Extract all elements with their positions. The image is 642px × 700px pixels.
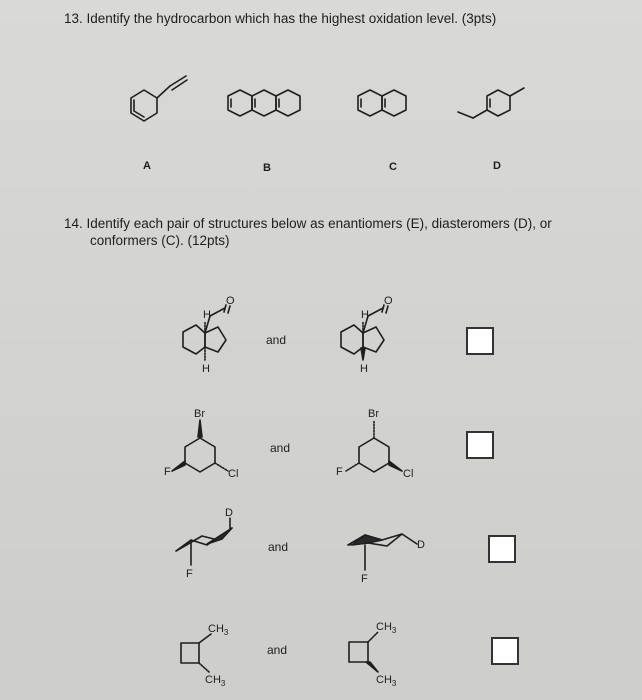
pair2-right-structure [346, 420, 402, 472]
label-h: H [203, 309, 211, 321]
structure-d-substituted-ring [458, 88, 524, 118]
label-h: H [361, 309, 369, 321]
question-13-title: 13. Identify the hydrocarbon which has the highest oxidation level. (3pts) [64, 11, 497, 26]
option-a-label: A [143, 160, 151, 172]
label-f: F [164, 466, 171, 478]
label-h: H [360, 363, 368, 375]
structure-c-bicyclic [358, 90, 406, 116]
question-14-line2: conformers (C). (12pts) [90, 233, 230, 248]
pair3-answer-box[interactable] [488, 535, 516, 563]
option-c-label: C [389, 161, 397, 173]
option-d-label: D [493, 160, 501, 172]
pair4-right-cyclobutane [349, 632, 378, 672]
label-cl: Cl [403, 468, 414, 480]
question-14-line1: 14. Identify each pair of structures below as enantiomers (E), diasteromers (D), or [64, 216, 552, 231]
label-f: F [336, 466, 343, 478]
pair1-and-label: and [266, 333, 287, 347]
label-f: F [186, 568, 193, 580]
label-o: O [226, 295, 235, 307]
label-f: F [361, 573, 368, 585]
pair2-left-structure [172, 420, 228, 472]
label-h: H [202, 363, 210, 375]
label-br: Br [368, 408, 379, 420]
pair3-left-chair [176, 518, 232, 565]
label-cl: Cl [228, 468, 239, 480]
pair2-and-label: and [270, 441, 291, 455]
pair1-answer-box[interactable] [466, 327, 494, 355]
structure-b-tricyclic [228, 90, 300, 116]
label-br: Br [194, 408, 205, 420]
label-d: D [225, 507, 233, 519]
structure-a-styrene [131, 76, 187, 121]
pair3-and-label: and [268, 540, 289, 554]
pair4-and-label: and [267, 643, 288, 657]
label-d: D [417, 539, 425, 551]
label-o: O [384, 295, 393, 307]
option-b-label: B [263, 162, 271, 174]
pair4-left-cyclobutane [181, 634, 211, 672]
pair2-answer-box[interactable] [466, 431, 494, 459]
label-ch3: $CH_3$ [376, 621, 397, 635]
label-ch3: $CH_3$ [208, 623, 229, 637]
label-ch3: $CH_3$ [205, 674, 226, 688]
label-ch3: $CH_3$ [376, 674, 397, 688]
pair3-right-chair [348, 534, 417, 570]
pair4-answer-box[interactable] [491, 637, 519, 665]
question-14-title [64, 215, 584, 249]
